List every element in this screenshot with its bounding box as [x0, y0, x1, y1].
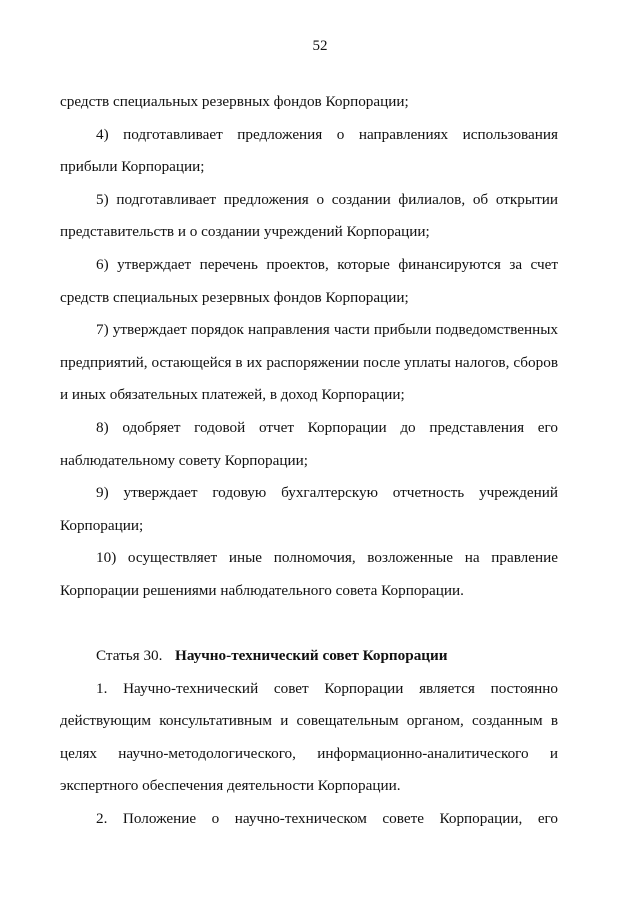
- list-item-10-line: 10) осуществляет иные полномочия, возложенные на правление: [96, 549, 558, 567]
- list-item-10-line: Корпорации решениями наблюдательного совета Корпорации.: [60, 581, 464, 599]
- document-body: [60, 86, 558, 836]
- list-item-8-line: 8) одобряет годовой отчет Корпорации до представления его: [96, 418, 558, 436]
- list-item-5-line: 5) подготавливает предложения о создании филиалов, об открытии: [96, 190, 558, 208]
- list-item-5-line: представительств и о создании учреждений Корпорации;: [60, 223, 430, 241]
- article-number: Статья 30.: [96, 647, 163, 665]
- section-spacer: [60, 608, 558, 641]
- article-paragraph-1-line: 1. Научно-технический совет Корпорации является постоянно: [96, 679, 558, 697]
- page-number: 52: [312, 38, 328, 54]
- list-item-9-line: Корпорации;: [60, 516, 144, 534]
- article-paragraph-2-line: 2. Положение о научно-техническом совете Корпорации, его: [96, 810, 558, 828]
- list-item-7-line: и иных обязательных платежей, в доход Корпорации;: [60, 386, 405, 404]
- list-item-7-line: предприятий, остающейся в их распоряжении после уплаты налогов, сборов: [60, 353, 558, 371]
- article-title: Научно-технический совет Корпорации: [175, 647, 448, 665]
- list-item-8-line: наблюдательному совету Корпорации;: [60, 451, 308, 469]
- article-paragraph-1-line: экспертного обеспечения деятельности Корпорации.: [60, 777, 401, 795]
- article-paragraph-1-line: действующим консультативным и совещательным органом, созданным в: [60, 712, 558, 730]
- list-item-6-line: 6) утверждает перечень проектов, которые финансируются за счет: [96, 255, 558, 273]
- paragraph-line: средств специальных резервных фондов Корпорации;: [60, 93, 409, 110]
- list-item-4-line: прибыли Корпорации;: [60, 158, 205, 176]
- list-item-6-line: средств специальных резервных фондов Корпорации;: [60, 288, 409, 306]
- article-heading: [60, 640, 558, 673]
- list-item-7-line: 7) утверждает порядок направления части прибыли подведомственных: [96, 321, 558, 339]
- list-item-9-line: 9) утверждает годовую бухгалтерскую отчетность учреждений: [96, 484, 558, 502]
- article-paragraph-1-line: целях научно-методологического, информационно-аналитического и: [60, 744, 558, 762]
- list-item-4-line: 4) подготавливает предложения о направлениях использования: [96, 125, 558, 143]
